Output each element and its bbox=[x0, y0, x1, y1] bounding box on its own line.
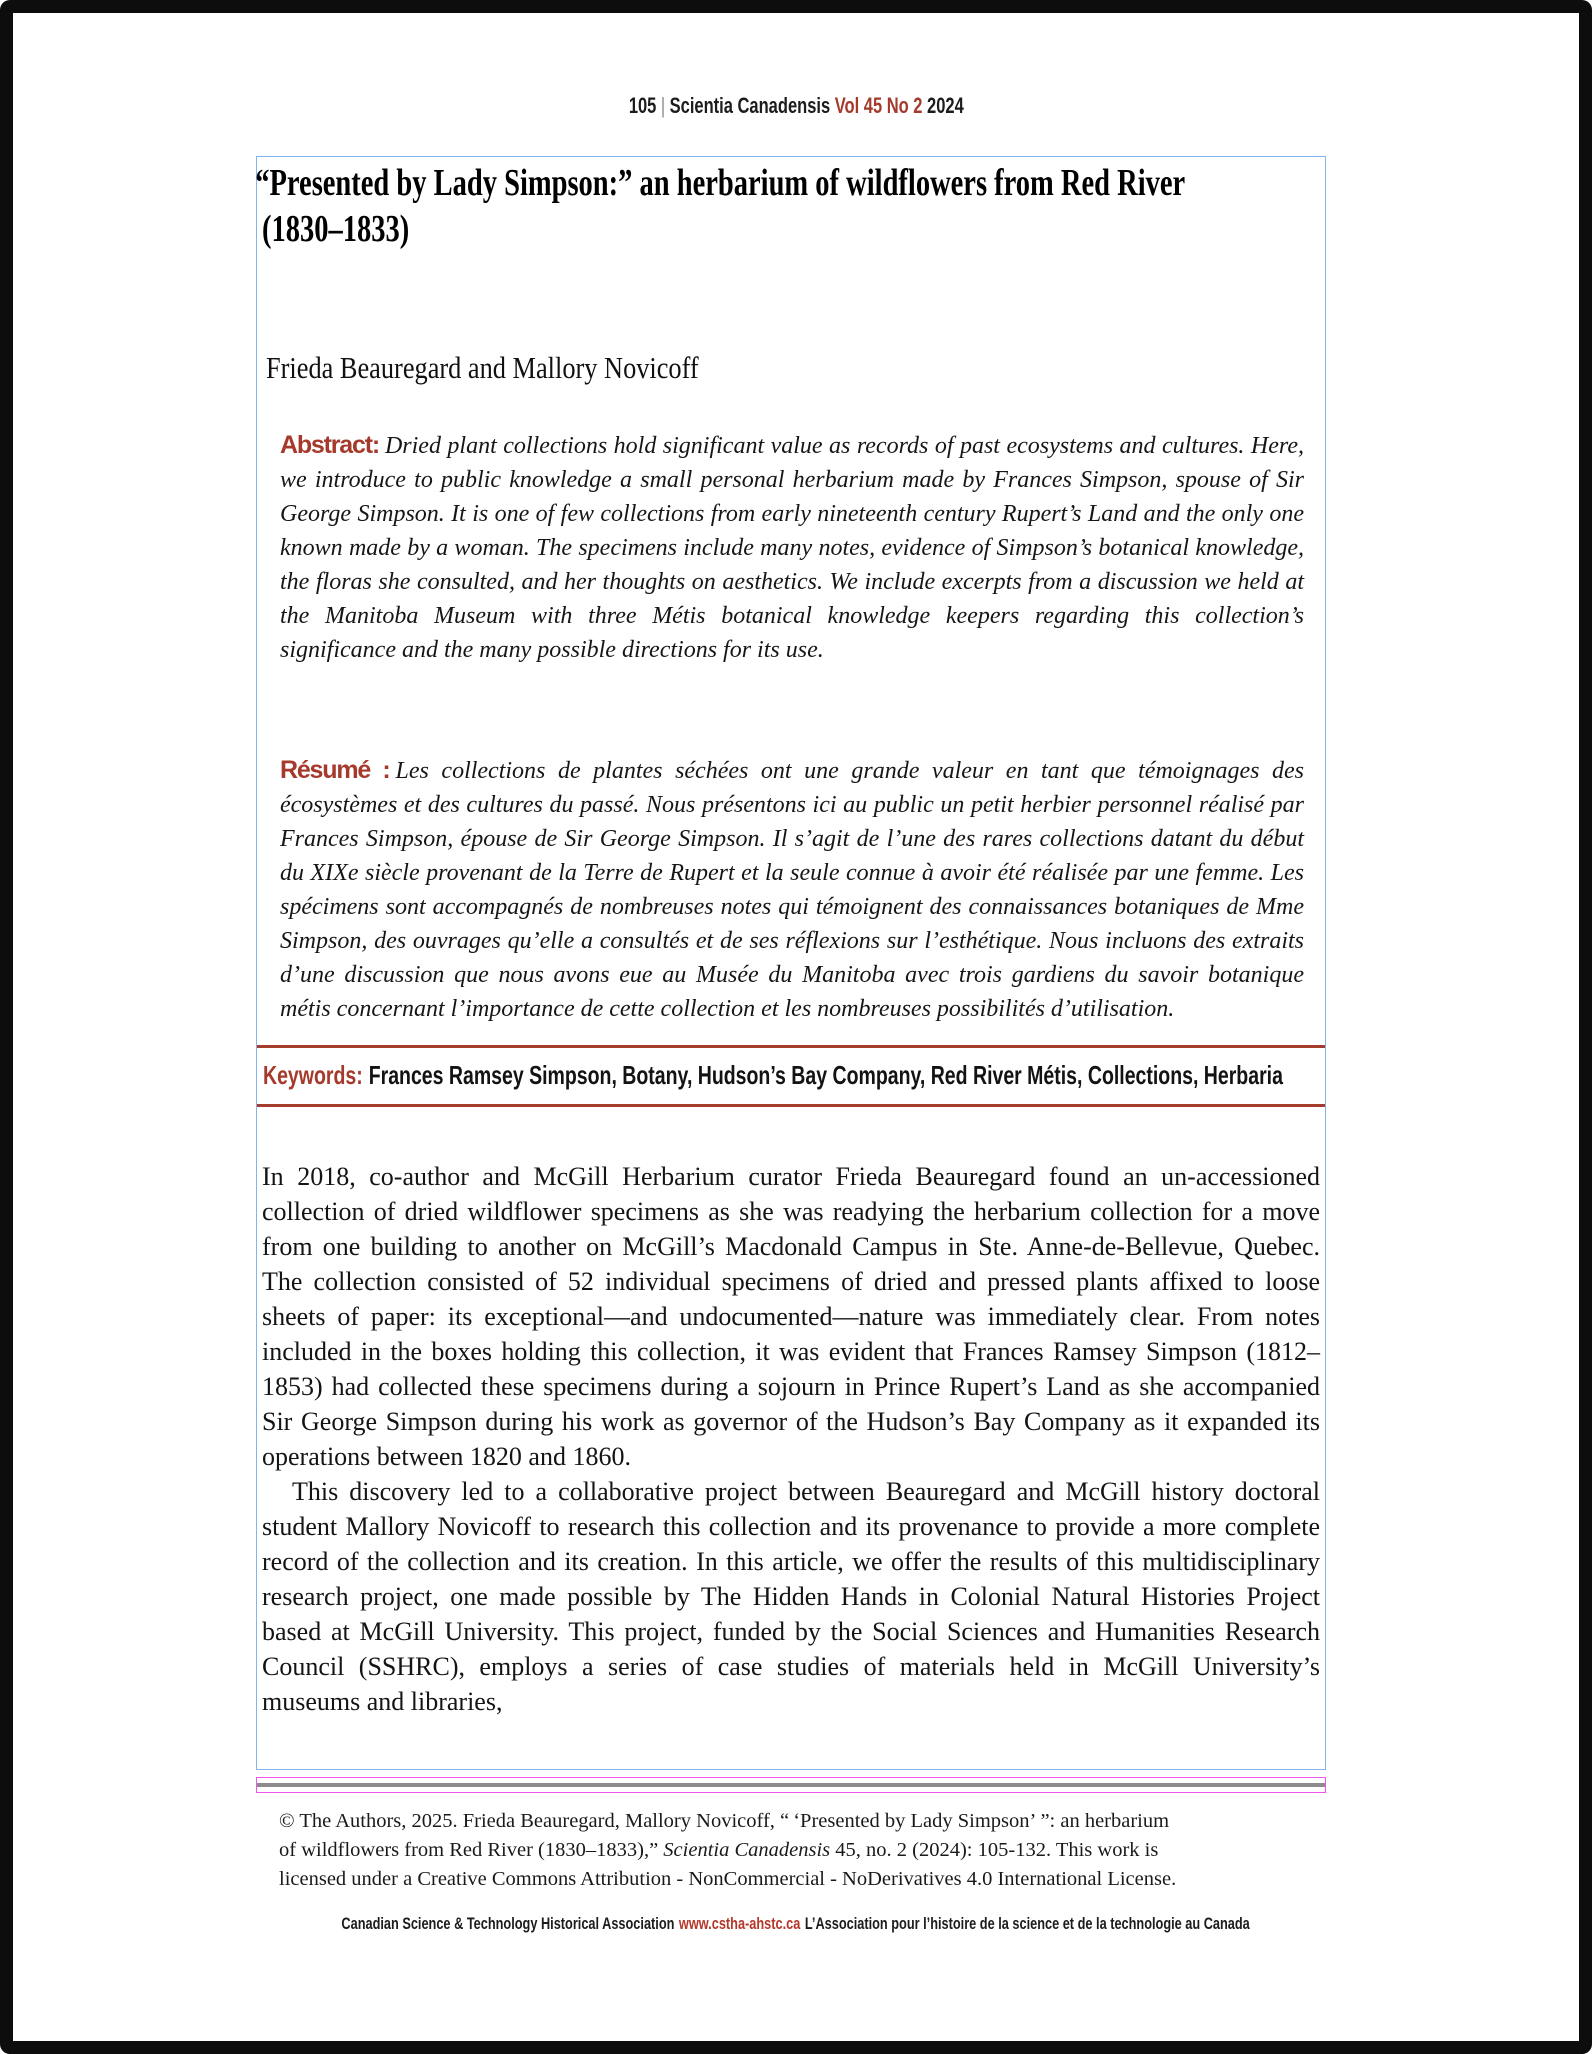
title-line-2: (1830–1833) bbox=[262, 208, 410, 250]
copyright-line-3: licensed under a Creative Commons Attribution - NonCommercial - NoDerivatives 4.0 International License. bbox=[279, 1868, 1177, 1890]
title-line-1: “Presented by Lady Simpson:” an herbarium of wildflowers from Red River bbox=[255, 162, 1186, 204]
association-footer-line bbox=[342, 1914, 1250, 1934]
year: 2024 bbox=[926, 93, 964, 118]
authors: Frieda Beauregard and Mallory Novicoff bbox=[266, 350, 699, 385]
footnote-separator-rule bbox=[257, 1783, 1325, 1787]
resume-text: Les collections de plantes séchées ont une grande valeur en tant que témoignages des écosystèmes et des cultures du passé. Nous présentons ici au public un petit herbier personnel réalisé par Frances Simpson, épouse de Sir George Simpson. Il s’agit de l’une des rares collections datant du début du XIXe siècle provenant de la Terre de Rupert et la seule connue à avoir été réalisée par une femme. Les spécimens sont accompagnés de nombreuses notes qui témoignent des connaissances botaniques de Mme Simpson, des ouvrages qu’elle a consultés et de ses réflexions sur l’esthétique. Nous incluons des extraits d’une discussion que nous avons eue au Musée du Manitoba avec trois gardiens du savoir botanique métis concernant l’importance de cette collection et les nombreuses possibilités d’utilisation. bbox=[280, 758, 1305, 1022]
running-head bbox=[13, 93, 1579, 119]
article-title bbox=[255, 160, 1321, 252]
copyright-line-2-post: 45, no. 2 (2024): 105-132. This work is bbox=[830, 1839, 1159, 1861]
copyright-line-2 bbox=[279, 1836, 1329, 1865]
keywords-text: Frances Ramsey Simpson, Botany, Hudson’s Bay Company, Red River Métis, Collections, Herbaria bbox=[368, 1060, 1283, 1090]
org-name-en: Canadian Science & Technology Historical Association bbox=[341, 1914, 675, 1933]
abstract-label: Abstract: bbox=[280, 431, 379, 459]
header-divider: | bbox=[660, 93, 665, 118]
org-url-link[interactable]: www.cstha-ahstc.ca bbox=[679, 1914, 801, 1933]
body-paragraph-1: In 2018, co-author and McGill Herbarium curator Frieda Beauregard found an un-accessioned collection of dried wildflower specimens as she was readying the herbarium collection for a move from one building to another on McGill’s Macdonald Campus in Ste. Anne-de-Bellevue, Quebec. The collection consisted of 52 individual specimens of dried and pressed plants affixed to loose sheets of paper: its exceptional—and undocumented—nature was immediately clear. From notes included in the boxes holding this collection, it was evident that Frances Ramsey Simpson (1812–1853) had collected these specimens during a sojourn in Prince Rupert’s Land as she accompanied Sir George Simpson during his work as governor of the Hudson’s Bay Company as it expanded its operations between 1820 and 1860. bbox=[262, 1162, 1320, 1471]
volume-issue: Vol 45 No 2 bbox=[834, 93, 923, 118]
copyright-line-2-pre: of wildflowers from Red River (1830–1833),” bbox=[279, 1839, 664, 1861]
keywords-bar bbox=[257, 1045, 1325, 1107]
copyright-line-1: © The Authors, 2025. Frieda Beauregard, Mallory Novicoff, “ ‘Presented by Lady Simpson’ ”: an herbarium bbox=[279, 1810, 1170, 1832]
running-head-line bbox=[629, 93, 964, 119]
keywords-line bbox=[263, 1060, 1283, 1091]
abstract-text: Dried plant collections hold significant value as records of past ecosystems and cultures. Here, we introduce to public knowledge a small personal herbarium made by Frances Simpson, spouse of Sir George Simpson. It is one of few collections from early nineteenth century Rupert’s Land and the only one known made by a woman. The specimens include many notes, evidence of Simpson’s botanical knowledge, the floras she consulted, and her thoughts on aesthetics. We include excerpts from a discussion we held at the Manitoba Museum with three Métis botanical knowledge keepers regarding this collection’s significance and the many possible directions for its use. bbox=[280, 433, 1304, 663]
keywords-label: Keywords: bbox=[263, 1060, 363, 1090]
journal-title-italic: Scientia Canadensis bbox=[663, 1839, 831, 1861]
article-body bbox=[262, 1159, 1320, 1719]
page-number: 105 bbox=[628, 93, 657, 118]
journal-name: Scientia Canadensis bbox=[669, 93, 830, 118]
copyright-notice bbox=[279, 1807, 1329, 1894]
resume-label: Résumé : bbox=[280, 756, 390, 784]
article-text-frame bbox=[256, 156, 1326, 1770]
abstract-section bbox=[280, 428, 1304, 667]
body-paragraph-2: This discovery led to a collaborative project between Beauregard and McGill history doctoral student Mallory Novicoff to research this collection and its provenance to provide a more complete record of the collection and its creation. In this article, we offer the results of this multidisciplinary research project, one made possible by The Hidden Hands in Colonial Natural Histories Project based at McGill University. This project, funded by the Social Sciences and Humanities Research Council (SSHRC), employs a series of case studies of materials held in McGill University’s museums and libraries, bbox=[262, 1477, 1320, 1716]
org-name-fr: L’Association pour l’histoire de la science et de la technologie au Canada bbox=[805, 1914, 1251, 1933]
footnote-separator-frame bbox=[256, 1777, 1326, 1793]
association-footer bbox=[13, 1914, 1579, 1934]
resume-section bbox=[280, 753, 1304, 1026]
